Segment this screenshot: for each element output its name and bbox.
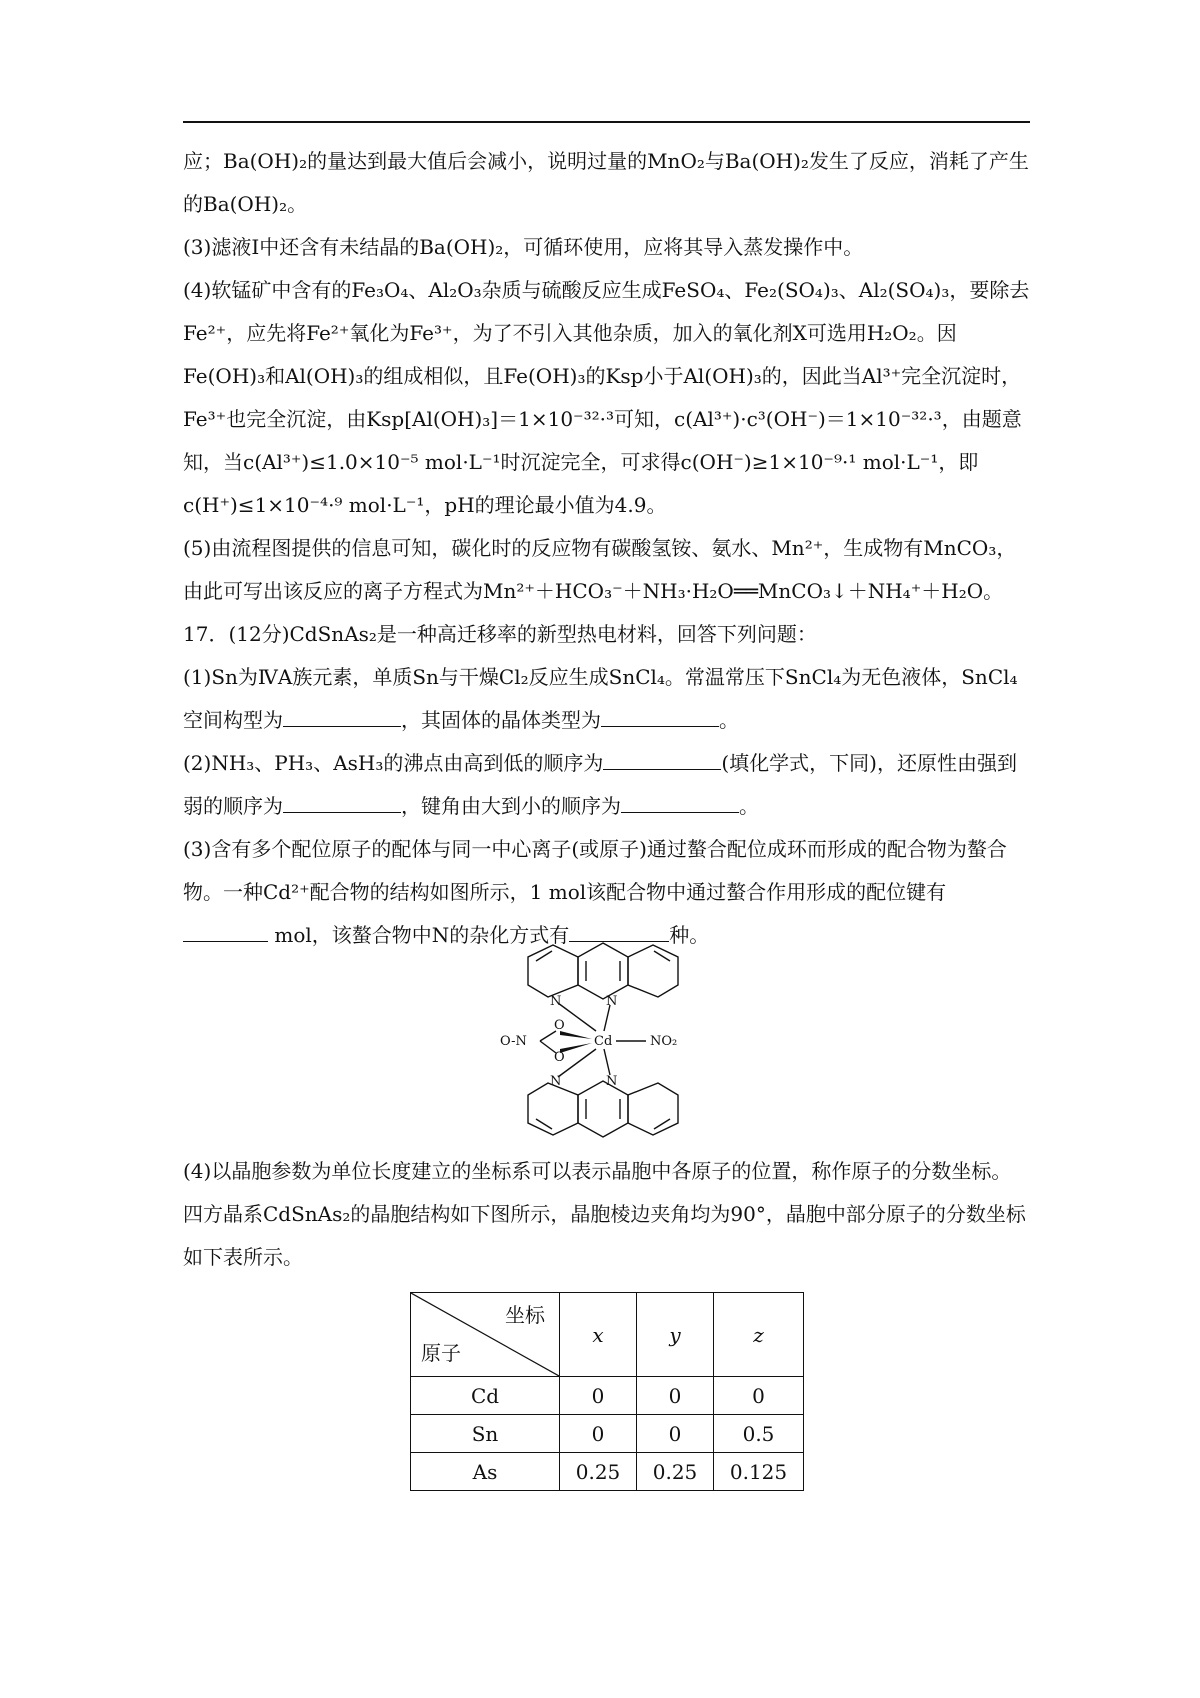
column-header-y: y [637, 1293, 714, 1377]
z-cell: 0 [714, 1377, 804, 1415]
oxygen-label: O [554, 1050, 565, 1065]
question-17-title: 17．(12分)CdSnAs₂是一种高迁移率的新型热电材料，回答下列问题： [183, 622, 817, 646]
x-cell: 0.25 [560, 1453, 637, 1491]
atom-cell: As [411, 1453, 560, 1491]
column-header-x: x [560, 1293, 637, 1377]
corner-top-label: 坐标 [505, 1303, 545, 1327]
paragraph-ba-oh: 应；Ba(OH)₂的量达到最大值后会减小，说明过量的MnO₂与Ba(OH)₂发生了反应，消耗了产生的Ba(OH)₂。 [183, 149, 1029, 216]
nitrogen-label: N [550, 994, 562, 1009]
x-cell: 0 [560, 1415, 637, 1453]
no2-label: NO₂ [650, 1034, 678, 1049]
answer-blank[interactable] [621, 788, 739, 813]
corner-bottom-label: 原子 [421, 1341, 461, 1365]
cadmium-label: Cd [594, 1034, 613, 1049]
answer-blank[interactable] [283, 788, 401, 813]
cd-complex-structure-diagram [500, 935, 705, 1145]
table-corner-cell [411, 1293, 560, 1377]
fractional-coordinates-table [410, 1292, 804, 1491]
question-17-part3: (3)含有多个配位原子的配体与同一中心离子(或原子)通过螯合配位成环而形成的配合物为螯合物。一种Cd²⁺配合物的结构如图所示，1 mol该配合物中通过螯合作用形成的配位键有 mol，该螯合物中N的杂化方式有 种。 [183, 837, 1007, 947]
atom-cell: Cd [411, 1377, 560, 1415]
atom-cell: Sn [411, 1415, 560, 1453]
y-cell: 0 [637, 1415, 714, 1453]
answer-blank[interactable] [183, 917, 268, 942]
x-cell: 0 [560, 1377, 637, 1415]
paragraph-4-wrapper [183, 1150, 1030, 1279]
column-header-z: z [714, 1293, 804, 1377]
answer-blank[interactable] [601, 702, 719, 727]
header-rule [183, 121, 1030, 123]
nitrite-label: O-N [500, 1034, 527, 1049]
nitrogen-label: N [606, 994, 618, 1009]
question-17-part2: (2)NH₃、PH₃、AsH₃的沸点由高到低的顺序为 (填化学式，下同)，还原性由强到弱的顺序为 ，键角由大到小的顺序为 。 [183, 742, 1030, 828]
table-row [411, 1415, 804, 1453]
z-cell: 0.125 [714, 1453, 804, 1491]
z-cell: 0.5 [714, 1415, 804, 1453]
question-17-part4: (4)以晶胞参数为单位长度建立的坐标系可以表示晶胞中各原子的位置，称作原子的分数坐标。四方晶系CdSnAs₂的晶胞结构如下图所示，晶胞棱边夹角均为90°，晶胞中部分原子的分数坐标如下表所示。 [183, 1159, 1026, 1269]
question-17-part1: (1)Sn为ⅣA族元素，单质Sn与干燥Cl₂反应生成SnCl₄。常温常压下SnCl₄为无色液体，SnCl₄空间构型为 ，其固体的晶体类型为 。 [183, 665, 1018, 732]
nitrogen-label: N [606, 1074, 618, 1089]
paragraph-3: (3)滤液Ⅰ中还含有未结晶的Ba(OH)₂，可循环使用，应将其导入蒸发操作中。 [183, 235, 864, 259]
answer-blank[interactable] [603, 745, 721, 770]
table-row [411, 1453, 804, 1491]
table-row [411, 1377, 804, 1415]
table-header-row [411, 1293, 804, 1377]
y-cell: 0.25 [637, 1453, 714, 1491]
paragraph-4: (4)软锰矿中含有的Fe₃O₄、Al₂O₃杂质与硫酸反应生成FeSO₄、Fe₂(SO₄)₃、Al₂(SO₄)₃，要除去Fe²⁺，应先将Fe²⁺氧化为Fe³⁺，为了不引入其他杂质，加入的氧化剂X可选用H₂O₂。因Fe(OH)₃和Al(OH)₃的组成相似，且Fe(OH)₃的Ksp小于Al(OH)₃的，因此当Al³⁺完全沉淀时，Fe³⁺也完全沉淀，由Ksp[Al(OH)₃]＝1×10⁻³²·³可知，c(Al³⁺)·c³(OH⁻)＝1×10⁻³²·³，由题意知，当c(Al³⁺)≤1.0×10⁻⁵ mol·L⁻¹时沉淀完全，可求得c(OH⁻)≥1×10⁻⁹·¹ mol·L⁻¹，即c(H⁺)≤1×10⁻⁴·⁹ mol·L⁻¹，pH的理论最小值为4.9。 [183, 278, 1030, 517]
oxygen-label: O [554, 1018, 565, 1033]
document-body [183, 140, 1030, 957]
nitrogen-label: N [550, 1074, 562, 1089]
answer-blank[interactable] [283, 702, 401, 727]
paragraph-5: (5)由流程图提供的信息可知，碳化时的反应物有碳酸氢铵、氨水、Mn²⁺，生成物有MnCO₃，由此可写出该反应的离子方程式为Mn²⁺＋HCO₃⁻＋NH₃·H₂O══MnCO₃↓＋NH₄⁺＋H₂O。 [183, 536, 1017, 603]
y-cell: 0 [637, 1377, 714, 1415]
